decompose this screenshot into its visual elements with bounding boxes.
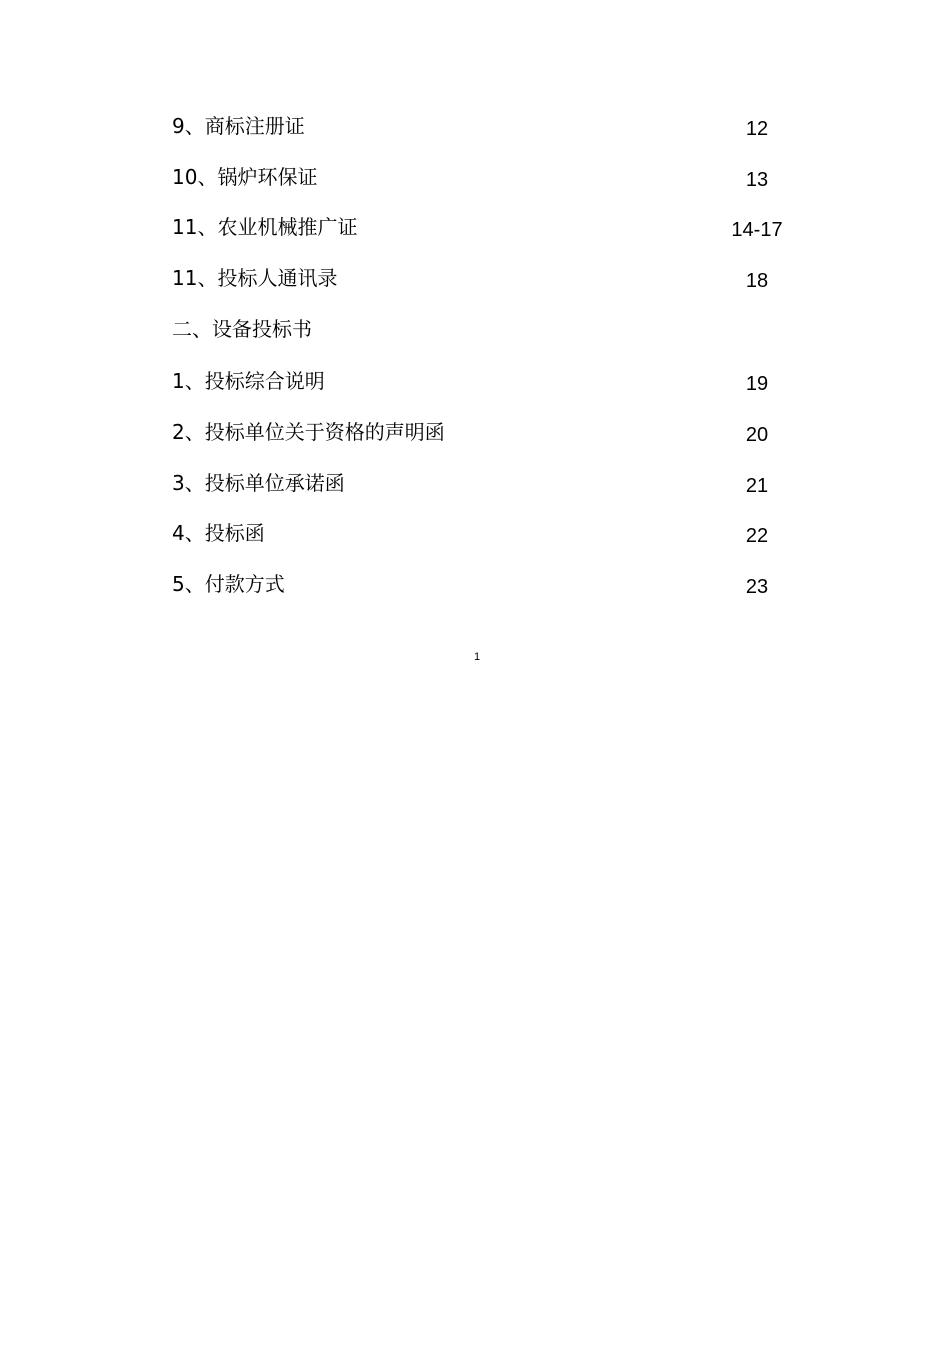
toc-entry: [0, 163, 950, 195]
toc-entry-title: 9、商标注册证: [172, 114, 305, 138]
toc-entry: [0, 570, 950, 602]
toc-entry: [0, 519, 950, 551]
toc-entry: [0, 264, 950, 296]
toc-entry: [0, 213, 950, 245]
toc-entry: [0, 418, 950, 450]
toc-entry-title: 2、投标单位关于资格的声明函: [172, 420, 445, 444]
toc-entry-page: 14-17: [731, 219, 783, 241]
toc-entry-page: 20: [745, 424, 769, 446]
toc-section-heading: [0, 315, 950, 347]
page-number: 1: [473, 651, 481, 663]
toc-entry-title: 11、投标人通讯录: [172, 266, 338, 290]
toc-entry-title: 5、付款方式: [172, 572, 285, 596]
toc-entry-page: 13: [745, 169, 769, 191]
toc-section-title: 二、设备投标书: [172, 317, 312, 341]
toc-entry: [0, 112, 950, 144]
toc-entry: [0, 469, 950, 501]
toc-entry-title: 4、投标函: [172, 521, 265, 545]
toc-entry-title: 1、投标综合说明: [172, 369, 325, 393]
toc-entry-page: 23: [745, 576, 769, 598]
toc-entry-title: 10、锅炉环保证: [172, 165, 318, 189]
toc-entry-page: 22: [745, 525, 769, 547]
toc-entry-page: 12: [745, 118, 769, 140]
toc-entry-title: 3、投标单位承诺函: [172, 471, 345, 495]
toc-entry: [0, 367, 950, 399]
toc-entry-page: 19: [745, 373, 769, 395]
toc-entry-page: 18: [745, 270, 769, 292]
toc-entry-page: 21: [745, 475, 769, 497]
toc-entry-title: 11、农业机械推广证: [172, 215, 358, 239]
table-of-contents: [0, 0, 950, 620]
